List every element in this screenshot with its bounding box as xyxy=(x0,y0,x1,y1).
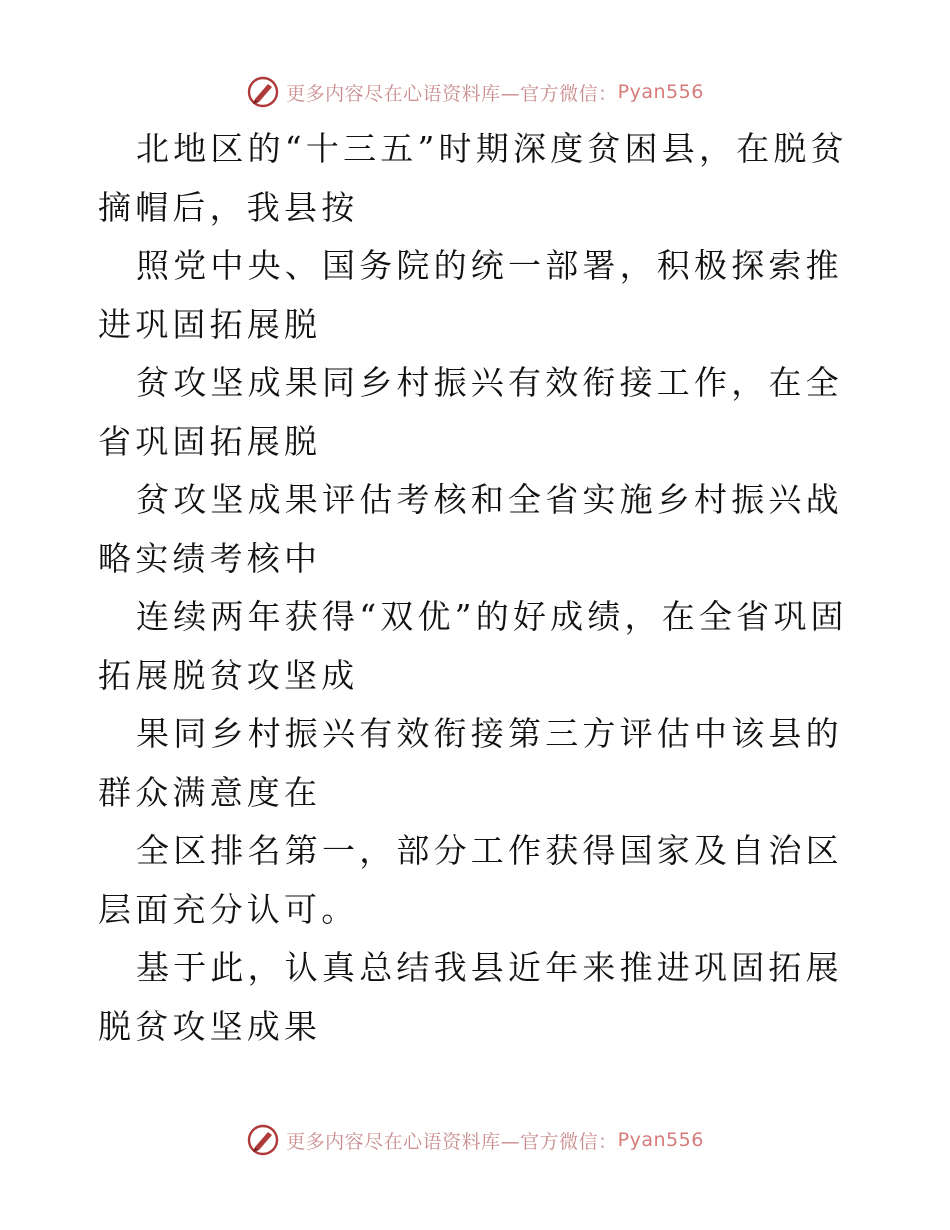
paragraph: 照党中央、国务院的统一部署，积极探索推进巩固拓展脱 xyxy=(98,246,843,344)
paragraph: 贫攻坚成果同乡村振兴有效衔接工作，在全省巩固拓展脱 xyxy=(98,363,843,461)
paragraph: 基于此，认真总结我县近年来推进巩固拓展脱贫攻坚成果 xyxy=(98,948,843,1046)
header-watermark xyxy=(0,70,950,114)
watermark-handle: Pyan556 xyxy=(617,81,704,103)
footer-watermark xyxy=(0,1118,950,1162)
watermark-handle: Pyan556 xyxy=(617,1129,704,1151)
paragraph: 贫攻坚成果评估考核和全省实施乡村振兴战略实绩考核中 xyxy=(98,480,843,578)
paragraph: 连续两年获得“双优”的好成绩，在全省巩固拓展脱贫攻坚成 xyxy=(98,597,848,695)
paragraph: 全区排名第一，部分工作获得国家及自治区层面充分认可。 xyxy=(98,831,843,929)
watermark-text: 更多内容尽在心语资料库—官方微信： xyxy=(286,1130,618,1153)
pen-logo-icon xyxy=(246,75,280,109)
paragraph: 北地区的“十三五”时期深度贫困县，在脱贫摘帽后，我县按 xyxy=(98,129,848,227)
watermark-text: 更多内容尽在心语资料库—官方微信： xyxy=(286,82,618,105)
document-body xyxy=(98,120,858,1056)
paragraph: 果同乡村振兴有效衔接第三方评估中该县的群众满意度在 xyxy=(98,714,843,812)
pen-logo-icon xyxy=(246,1123,280,1157)
